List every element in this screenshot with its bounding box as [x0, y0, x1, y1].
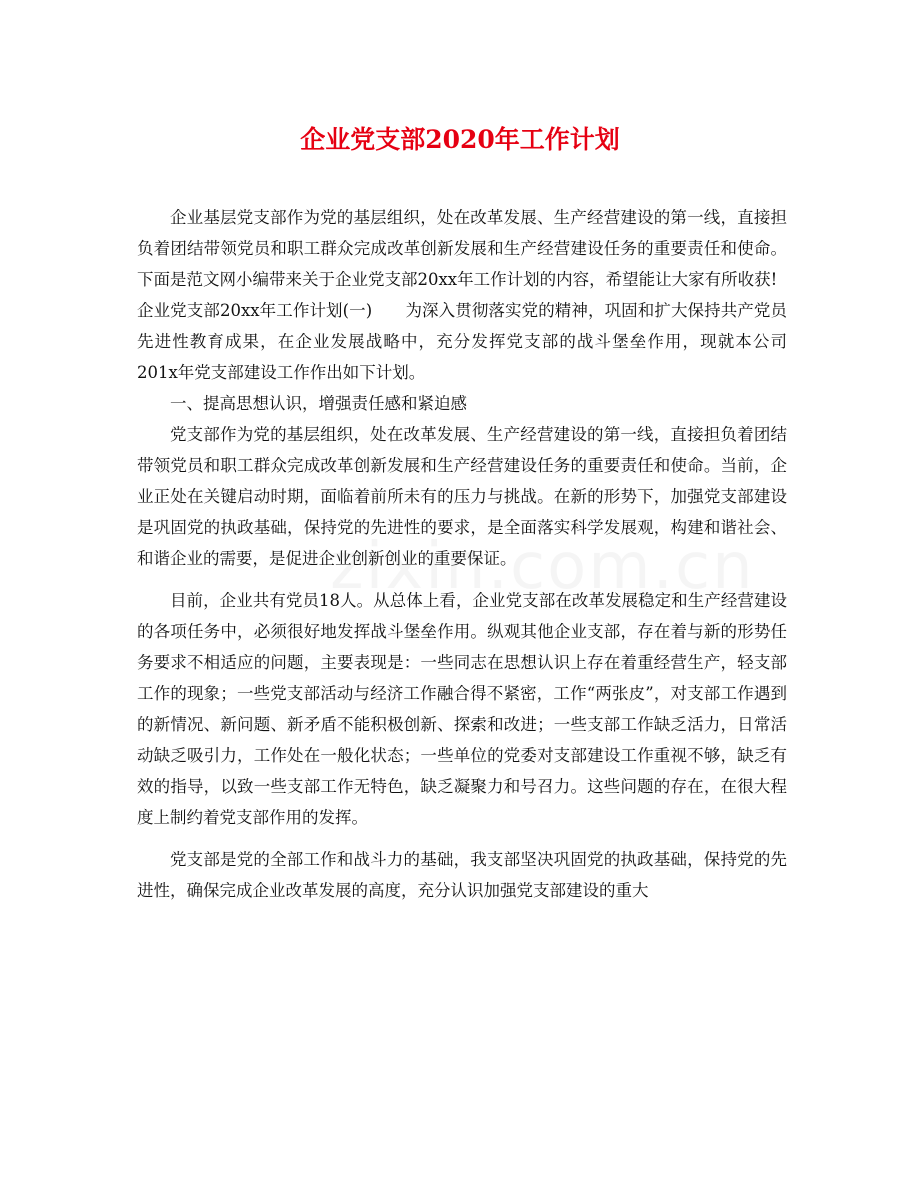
- document-title: 企业党支部2020年工作计划: [300, 125, 620, 154]
- paragraph-current-status: 目前，企业共有党员18人。从总体上看，企业党支部在改革发展稳定和生产经营建设的各项任务中，必须很好地发挥战斗堡垒作用。纵观其他企业支部，存在着与新的形势任务要求不相适应的问题，主要表现是：一些同志在思想认识上存在着重经营生产，轻支部工作的现象；一些党支部活动与经济工作融合得不紧密，工作“两张皮”，对支部工作遇到的新情况、新问题、新矛盾不能积极创新、探索和改进；一些支部工作缺乏活力，日常活动缺乏吸引力，工作处在一般化状态；一些单位的党委对支部建设工作重视不够，缺乏有效的指导，以致一些支部工作无特色，缺乏凝聚力和号召力。这些问题的存在，在很大程度上制约着党支部作用的发挥。: [137, 591, 787, 827]
- document-body: [137, 202, 787, 917]
- paragraph-intro: 企业基层党支部作为党的基层组织，处在改革发展、生产经营建设的第一线，直接担负着团结带领党员和职工群众完成改革创新发展和生产经营建设任务的重要责任和使命。下面是范文网小编带来关于企业党支部20xx年工作计划的内容，希望能让大家有所收获!: [137, 208, 787, 289]
- section-heading-one: 一、提高思想认识，增强责任感和紧迫感: [170, 394, 467, 413]
- paragraph-foundation: 党支部是党的全部工作和战斗力的基础，我支部坚决巩固党的执政基础，保持党的先进性，确保完成企业改革发展的高度，充分认识加强党支部建设的重大: [137, 850, 787, 900]
- paragraph-plan-one: 企业党支部20xx年工作计划(一) 为深入贯彻落实党的精神，巩固和扩大保持共产党员先进性教育成果，在企业发展战略中，充分发挥党支部的战斗堡垒作用，现就本公司201x年党支部建设工作作出如下计划。: [137, 301, 787, 382]
- paragraph-party-branch-role: 党支部作为党的基层组织，处在改革发展、生产经营建设的第一线，直接担负着团结带领党员和职工群众完成改革创新发展和生产经营建设任务的重要责任和使命。当前，企业正处在关键启动时期，面临着前所未有的压力与挑战。在新的形势下，加强党支部建设是巩固党的执政基础，保持党的先进性的要求，是全面落实科学发展观，构建和谐社会、和谐企业的需要，是促进企业创新创业的重要保证。: [137, 425, 787, 568]
